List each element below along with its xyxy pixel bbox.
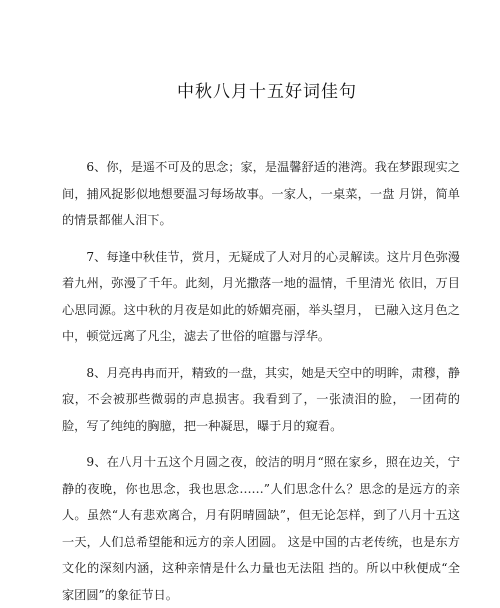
document-body <box>62 154 460 608</box>
paragraph-8: 8、月亮冉冉而开，精致的一盘，其实，她是天空中的明眸，肃穆，静寂，不会被那些微弱的声息损害。我看到了，一张渍泪的脸， 一团荷的脸，写了纯纯的胸臆，把一种凝思，曝于月的窥看。 <box>62 365 460 433</box>
paragraph-7: 7、每逢中秋佳节，赏月，无疑成了人对月的心灵解读。这片月色弥漫着九州，弥漫了千年。此刻，月光撒落一地的温情，千里清光 依旧，万目心思同源。这中秋的月夜是如此的娇媚亮丽，举头望月， 已融入这月色之中，顿觉远离了凡尘，滤去了世俗的喧嚣与浮华。 <box>62 249 460 343</box>
document-title: 中秋八月十五好词佳句 <box>177 82 357 102</box>
paragraph-6: 6、你，是遥不可及的思念；家，是温馨舒适的港湾。我在梦跟现实之间，捕风捉影似地想要温习每场故事。一家人，一桌菜，一盘 月饼，简单的情景都催人泪下。 <box>62 160 460 227</box>
paragraph-9: 9、在八月十五这个月圆之夜，皎洁的明月“照在家乡，照在边关，宁静的夜晚，你也思念，我也思念……”人们思念什么？思念的是远方的亲人。虽然“人有悲欢离合，月有阴晴圆缺”，但无论怎样，到了八月十五这一天，人们总希望能和远方的亲人团圆。 这是中国的古老传统，也是东方文化的深刻内涵，这种亲情是什么力量也无法阻 挡的。所以中秋便成“全家团圆”的象征节日。 <box>62 455 460 602</box>
